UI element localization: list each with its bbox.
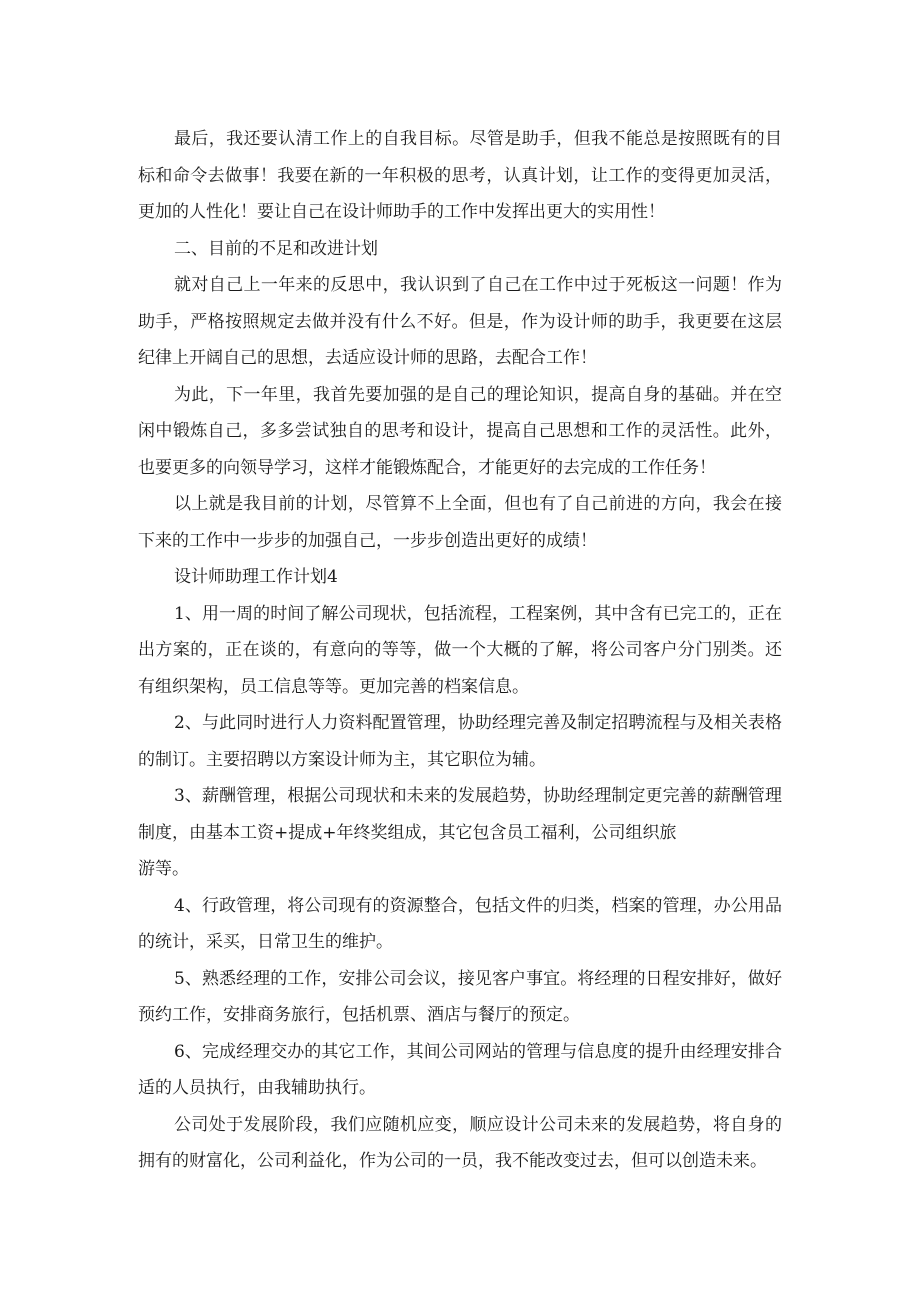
paragraph-conclusion: 公司处于发展阶段，我们应随机应变，顺应设计公司未来的发展趋势，将自身的拥有的财富化，公司利益化，作为公司的一员，我不能改变过去，但可以创造未来。 <box>138 1114 782 1171</box>
paragraph-self-goals: 最后，我还要认清工作上的自我目标。尽管是助手，但我不能总是按照既有的目标和命令去做事！我要在新的一年积极的思考，认真计划，让工作的变得更加灵活，更加的人性化！要让自己在设计师助手的工作中发挥出更大的实用性！ <box>138 129 782 222</box>
document-body <box>138 121 782 1180</box>
paragraph-item-3-continued: 游等。 <box>138 859 189 879</box>
paragraph-next-year: 为此，下一年里，我首先要加强的是自己的理论知识，提高自身的基础。并在空闲中锻炼自己，多多尝试独自的思考和设计，提高自己思想和工作的灵活性。此外，也要更多的向领导学习，这样才能锻炼配合，才能更好的去完成的工作任务！ <box>138 384 782 478</box>
paragraph-item-2: 2、与此同时进行人力资料配置管理，协助经理完善及制定招聘流程与及相关表格的制订。主要招聘以方案设计师为主，其它职位为辅。 <box>138 713 782 770</box>
paragraph-item-6: 6、完成经理交办的其它工作，其间公司网站的管理与信息度的提升由经理安排合适的人员执行，由我辅助执行。 <box>138 1041 782 1098</box>
paragraph-reflection: 就对自己上一年来的反思中，我认识到了自己在工作中过于死板这一问题！作为助手，严格按照规定去做并没有什么不好。但是，作为设计师的助手，我更要在这层纪律上开阔自己的思想，去适应设计师的思路，去配合工作！ <box>138 275 782 368</box>
section-heading-plan-4: 设计师助理工作计划4 <box>174 567 338 587</box>
paragraph-item-3: 3、薪酬管理，根据公司现状和未来的发展趋势，协助经理制定更完善的薪酬管理制度，由基本工资+提成+年终奖组成，其它包含员工福利，公司组织旅 <box>138 786 782 843</box>
section-heading-shortcomings: 二、目前的不足和改进计划 <box>174 238 378 259</box>
paragraph-item-4: 4、行政管理，将公司现有的资源整合，包括文件的归类，档案的管理，办公用品的统计，采买，日常卫生的维护。 <box>138 895 782 952</box>
paragraph-item-5: 5、熟悉经理的工作，安排公司会议，接见客户事宜。将经理的日程安排好，做好预约工作，安排商务旅行，包括机票、酒店与餐厅的预定。 <box>138 968 782 1025</box>
paragraph-item-1: 1、用一周的时间了解公司现状，包括流程，工程案例，其中含有已完工的，正在出方案的，正在谈的，有意向的等等，做一个大概的了解，将公司客户分门别类。还有组织架构，员工信息等等。更加完善的档案信息。 <box>138 603 782 697</box>
paragraph-summary: 以上就是我目前的计划，尽管算不上全面，但也有了自己前进的方向，我会在接下来的工作中一步步的加强自己，一步步创造出更好的成绩！ <box>138 494 782 551</box>
